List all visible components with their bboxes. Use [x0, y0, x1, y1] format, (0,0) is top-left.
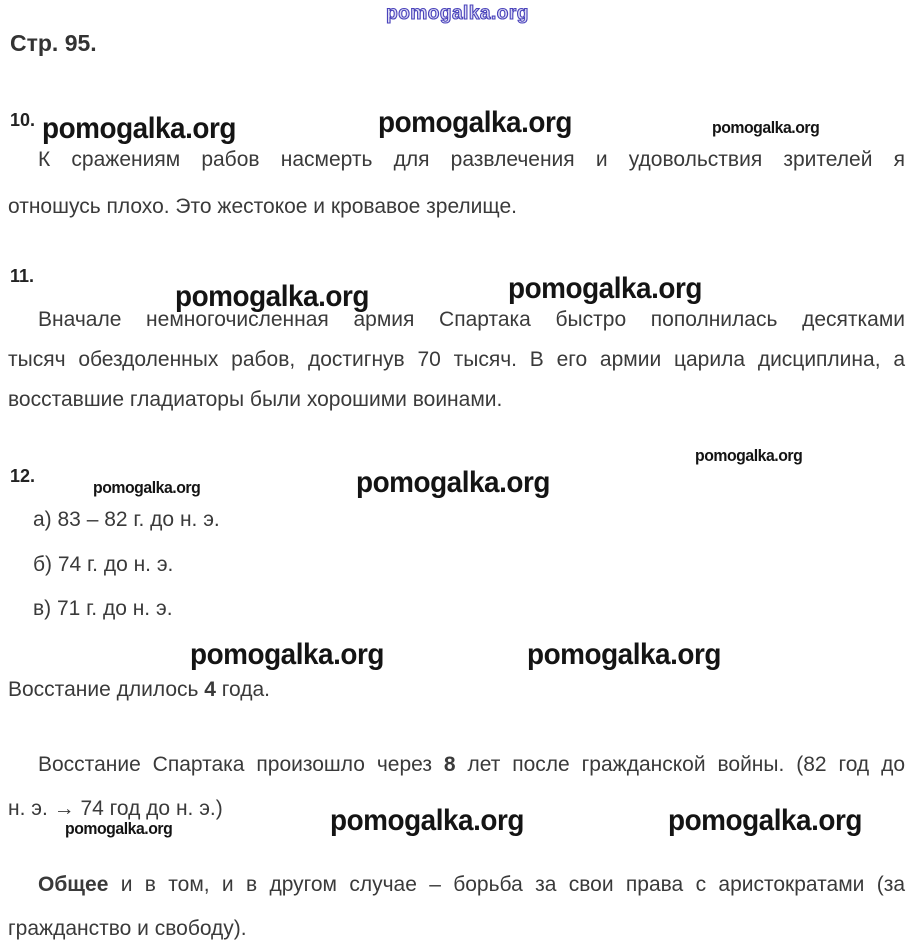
gap-text-before: Восстание Спартака произошло через [38, 753, 444, 776]
question-12-number: 12. [10, 466, 36, 486]
page-title: Стр. 95. [10, 30, 97, 56]
site-watermark-blue: pomogalka.org [386, 3, 529, 24]
watermark-text: pomogalka.org [527, 638, 721, 671]
answer-12-item-b: б) 74 г. до н. э. [33, 553, 174, 576]
answer-12-item-a: а) 83 – 82 г. до н. э. [33, 508, 220, 531]
watermark-text: pomogalka.org [330, 804, 524, 837]
duration-bold-value: 4 [204, 678, 216, 701]
duration-text-before: Восстание длилось [8, 678, 205, 701]
watermark-text: pomogalka.org [65, 819, 173, 838]
question-11-number: 11. [10, 266, 35, 286]
answer-12-common-line-1 [8, 873, 905, 897]
answer-10-line-2: отношусь плохо. Это жестокое и кровавое зрелище. [8, 195, 517, 218]
answer-12-common-line-2: гражданство и свободу). [8, 917, 247, 940]
answer-11-line-2: тысяч обездоленных рабов, достигнув 70 тысяч. В его армии царила дисциплина, а [8, 348, 905, 371]
watermark-text: pomogalka.org [695, 446, 803, 465]
question-10-number: 10. [10, 110, 36, 130]
answer-10-line-1: К сражениям рабов насмерть для развлечения и удовольствия зрителей я [38, 148, 905, 171]
common-bold-word: Общее [38, 873, 109, 896]
answer-12-duration-line [8, 678, 905, 702]
answer-12-item-v: в) 71 г. до н. э. [33, 597, 173, 620]
watermark-text: pomogalka.org [190, 638, 384, 671]
watermark-text: pomogalka.org [712, 118, 820, 137]
gap-text-after: лет после гражданской войны. (82 год до [455, 753, 906, 776]
watermark-text: pomogalka.org [356, 466, 550, 499]
answer-11-line-1: Вначале немногочисленная армия Спартака быстро пополнилась десятками [38, 308, 905, 331]
common-text-after: и в том, и в другом случае – борьба за свои права с аристократами (за [108, 873, 905, 896]
watermark-text: pomogalka.org [175, 280, 369, 313]
answer-12-gap-line-2: н. э. → 74 год до н. э.) [8, 797, 223, 820]
watermark-text: pomogalka.org [93, 478, 201, 497]
answer-12-gap-line-1 [8, 753, 905, 777]
duration-text-after: года. [215, 678, 270, 701]
watermark-text: pomogalka.org [508, 272, 702, 305]
watermark-text: pomogalka.org [42, 112, 236, 145]
watermark-text: pomogalka.org [668, 804, 862, 837]
gap-bold-value: 8 [443, 753, 456, 776]
watermark-text: pomogalka.org [378, 106, 572, 139]
answer-11-line-3: восставшие гладиаторы были хорошими воинами. [8, 388, 503, 411]
